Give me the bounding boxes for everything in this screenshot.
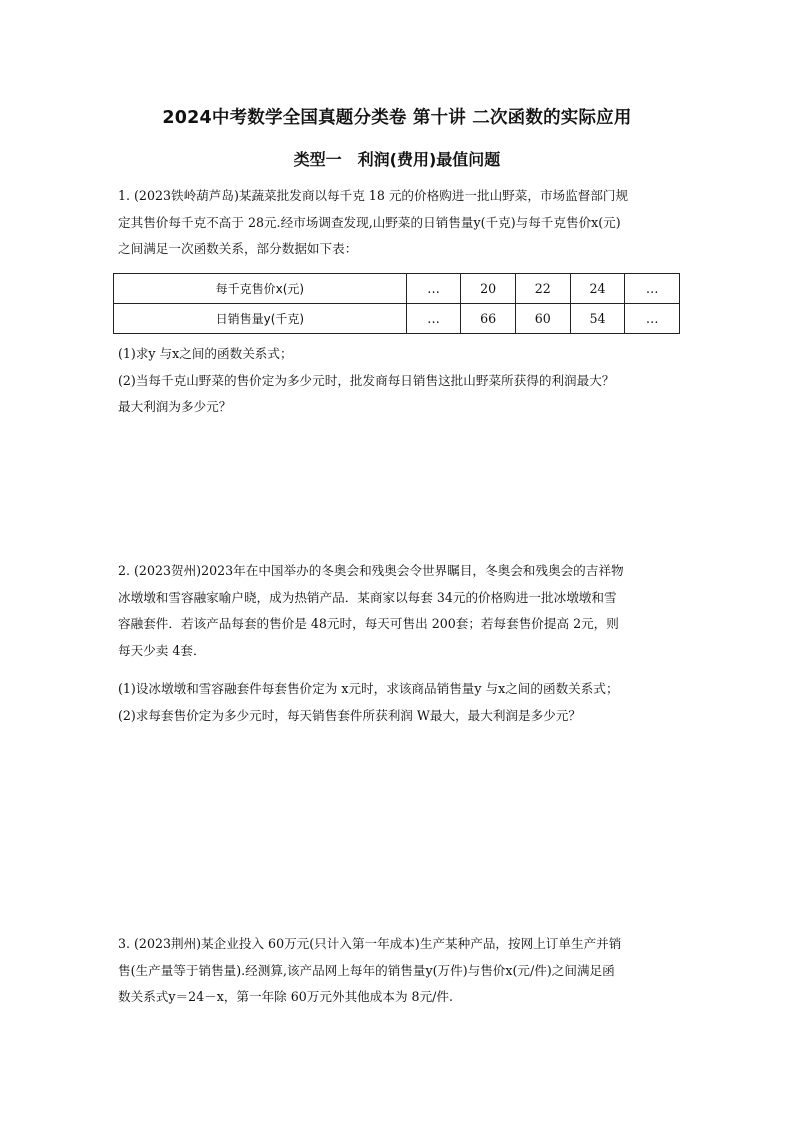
sub-question: (2)求每套售价定为多少元时，每天销售套件所获利润 W最大，最大利润是多少元？ xyxy=(118,707,581,723)
question-1-stem xyxy=(118,183,678,263)
table-cell: 54 xyxy=(570,304,625,334)
document-title: 2024中考数学全国真题分类卷 第十讲 二次函数的实际应用 xyxy=(162,108,632,128)
question-2-line: 容融套件．若该产品每套的售价是 48元时，每天可售出 200套；若每套售价提高 2元，则 xyxy=(118,616,619,631)
table-cell: … xyxy=(625,274,680,304)
table-cell: 66 xyxy=(461,304,516,334)
table-cell: 20 xyxy=(461,274,516,304)
table-row xyxy=(114,304,680,334)
question-3-line: 售(生产量等于销售量).经测算,该产品网上每年的销售量y(万件)与售价x(元/件)之间满足函 xyxy=(118,962,615,978)
question-2-line: 每天少卖 4套． xyxy=(118,642,206,658)
question-1-line: 定其售价每千克不高于 28元.经市场调查发现,山野菜的日销售量y(千克)与每千克售价x(元) xyxy=(118,214,621,230)
question-2-stem xyxy=(118,558,678,664)
section-heading: 类型一 利润(费用)最值问题 xyxy=(293,150,501,169)
question-3-line: 3. (2023荆州)某企业投入 60万元(只计入第一年成本)生产某种产品，按网上订单生产并销 xyxy=(118,936,622,951)
sub-question: (1)求y 与x之间的函数关系式； xyxy=(118,346,293,361)
question-3-line: 数关系式y＝24－x，第一年除 60万元外其他成本为 8元/件. xyxy=(118,989,454,1004)
question-2-subparts xyxy=(118,676,678,729)
table-cell: 24 xyxy=(570,274,625,304)
sub-question: 最大利润为多少元？ xyxy=(118,399,232,414)
question-2-line: 冰墩墩和雪容融家喻户晓，成为热销产品．某商家以每套 34元的价格购进一批冰墩墩和雪 xyxy=(118,589,617,605)
row-header-price: 每千克售价x(元) xyxy=(114,274,407,304)
table-row xyxy=(114,274,680,304)
table-cell: 60 xyxy=(515,304,570,334)
question-1-subparts xyxy=(118,341,678,421)
question-1-line: 1. (2023铁岭葫芦岛)某蔬菜批发商以每千克 18 元的价格购进一批山野菜，市场监督部门规 xyxy=(118,188,629,203)
question-3-stem xyxy=(118,931,678,1011)
table-cell: 22 xyxy=(515,274,570,304)
sub-question: (1)设冰墩墩和雪容融套件每套售价定为 x元时，求该商品销售量y 与x之间的函数关系式； xyxy=(118,681,619,696)
table-cell: … xyxy=(406,304,461,334)
question-2-line: 2. (2023贺州)2023年在中国举办的冬奥会和残奥会令世界瞩目，冬奥会和残奥会的吉祥物 xyxy=(118,563,624,578)
question-1-line: 之间满足一次函数关系，部分数据如下表： xyxy=(118,241,358,256)
table-cell: … xyxy=(406,274,461,304)
sub-question: (2)当每千克山野菜的售价定为多少元时，批发商每日销售这批山野菜所获得的利润最大？ xyxy=(118,372,615,388)
table-cell: … xyxy=(625,304,680,334)
price-sales-table xyxy=(113,273,680,334)
row-header-sales: 日销售量y(千克) xyxy=(114,304,407,334)
